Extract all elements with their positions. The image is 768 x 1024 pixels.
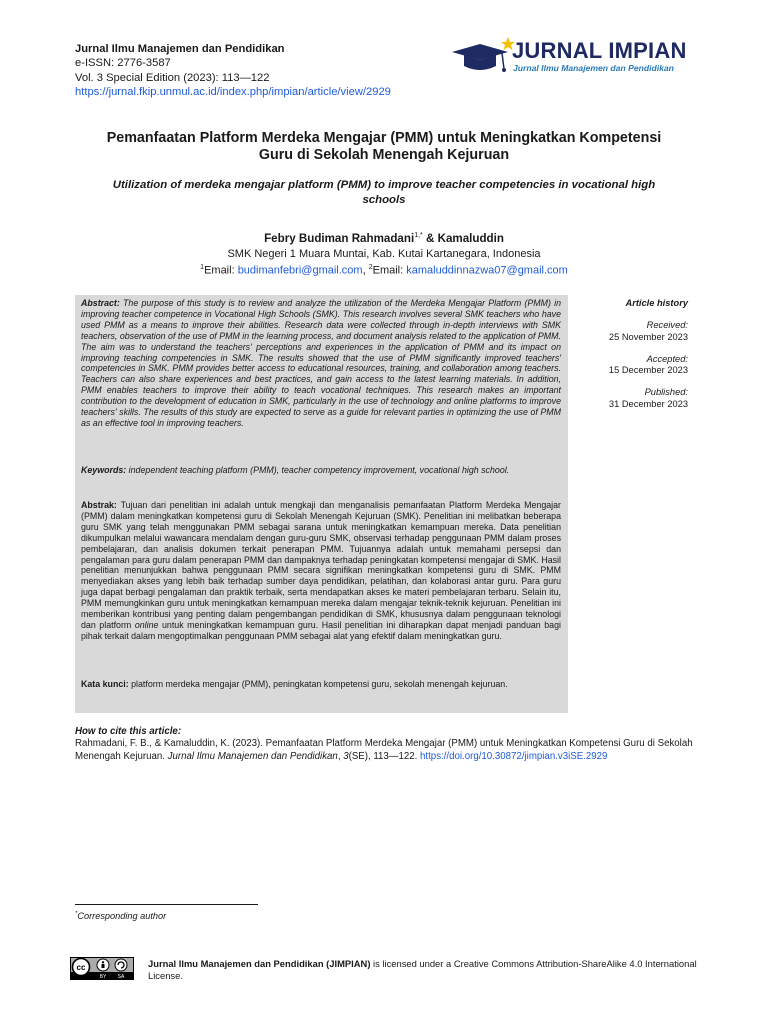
abstrak-label: Abstrak: xyxy=(81,500,117,510)
email-label: Email: xyxy=(372,264,407,277)
keywords-label: Keywords: xyxy=(81,465,127,475)
affiliation: SMK Negeri 1 Muara Muntai, Kab. Kutai Kartanegara, Indonesia xyxy=(227,248,541,260)
author-sup: 1,* xyxy=(414,232,423,240)
published-label: Published: xyxy=(644,387,688,398)
license-holder: Jurnal Ilmu Manajemen dan Pendidikan (JIMPIAN) xyxy=(148,958,371,969)
authors xyxy=(70,232,698,245)
license-text xyxy=(148,958,700,982)
license-statement: is licensed under a Creative Commons Attribution-ShareAlike 4.0 International License. xyxy=(148,958,697,981)
logo-subtitle: Jurnal Ilmu Manajemen dan Pendidikan xyxy=(513,63,674,73)
accepted-label: Accepted: xyxy=(646,353,688,364)
article-title-line: Pemanfaatan Platform Merdeka Mengajar (PMM) untuk Meningkatkan Kompetensi xyxy=(106,130,662,146)
email-label: Email: xyxy=(204,264,238,277)
graduation-cap-icon xyxy=(452,44,508,72)
citation-reference: Rahmadani, F. B., & Kamaluddin, K. (2023). Pemanfaatan Platform Merdeka Mengajar (PMM) untuk Meningkatkan Kompetensi Guru di Sekolah Menengah Kejuruan. xyxy=(75,738,693,762)
author-name: & Kamaluddin xyxy=(422,232,504,245)
article-history xyxy=(590,298,688,410)
footnote-text: Corresponding author xyxy=(77,911,167,922)
journal-issn: e-ISSN: 2776-3587 xyxy=(75,57,171,70)
keywords-text: independent teaching platform (PMM), teacher competency improvement, vocational high school. xyxy=(126,465,510,475)
abstrak-text: Tujuan dari penelitian ini adalah untuk mengkaji dan menganalisis pemanfaatan Platform Merdeka Mengajar (PMM) dalam meningkatkan kompetensi guru di Sekolah Menengah Kejuruan (SMK). Penelitian ini melibatkan beberapa guru SMK yang telah menggunakan PMM sebagai sarana untuk meningkatkan kemampuan mereka. Data penelitian dikumpulkan melalui wawancara mendalam dengan guru-guru SMK, observasi terhadap penggunaan PMM dalam proses pembelajaran, dan analisis dokumen terkait penerapan PMM. Tujuannya adalah untuk memahami persepsi dan pengalaman para guru dalam penerapan PMM dan dampaknya terhadap peningkatan kompetensi mengajar di SMK. Hasil penelitian menunjukkan bahwa penggunaan PMM secara signifikan meningkatkan kompetensi guru di SMK. PMM menyediakan akses yang lebih baik terhadap sumber daya pendidikan, pelatihan, dan kolaborasi antar guru. Para guru juga dapat berbagi pengalaman dan praktik terbaik, serta mendapatkan akses ke materi pembelajaran terbaru. Selain itu, PMM memungkinkan guru untuk meningkatkan kemampuan mereka dalam mengajar teknik-teknik kejuruan. Penelitian ini memberikan kontribusi yang penting dalam pengembangan pendidikan di SMK, khususnya dalam penggunaan teknologi dan platform xyxy=(81,500,561,630)
abstrak-text: untuk meningkatkan kemampuan guru. Hasil penelitian ini diharapkan dapat menjadi panduan bagi pihak terkait dalam mengoptimalkan penggunaan PMM sebagai alat yang efektif dalam meningkatkan guru. xyxy=(81,619,561,641)
article-subtitle-line: Utilization of merdeka mengajar platform (PMM) to improve teacher competencies in vocational high xyxy=(112,179,656,191)
article-title xyxy=(70,130,698,164)
abstract-text: The purpose of this study is to review and analyze the utilization of the Merdeka Mengajar Platform (PMM) in improving teacher competence in Vocational High Schools (SMK). This research involves several SMK teachers who have used PMM as a means to improve their abilities. Research data were collected through in-depth interviews with SMK teachers, observation of the use of PMM in the learning process, and document analysis related to the application of PMM. The aim was to understand the teachers' perceptions and experiences in the application of PMM and its impact on improving teaching competencies in SMK. The results showed that the use of PMM significantly improved teachers' competencies in SMK. PMM provides better access to educational resources, training, and collaboration among teachers. Teachers can also share experiences and best practices, and gain access to the latest learning materials. In addition, PMM enables teachers to improve their ability to teach vocational techniques. This research makes an important contribution to the development of education in SMK, particularly in the use of technology and online platforms to improve teachers' skills. The results of this study are expected to serve as a guide for relevant parties in optimizing the use of PMM as an effective tool in improving teachers. xyxy=(81,298,561,428)
citation-title: How to cite this article: xyxy=(75,726,182,737)
affiliation-block xyxy=(70,248,698,278)
email-sup: 1 xyxy=(200,264,205,271)
history-title: Article history xyxy=(625,298,688,308)
emails xyxy=(70,261,698,278)
footnote-sup: * xyxy=(75,911,78,917)
article-subtitle xyxy=(70,178,698,208)
logo-title: JURNAL IMPIAN xyxy=(512,38,687,63)
journal-volume: Vol. 3 Special Edition (2023): 113—122 xyxy=(75,71,270,84)
published-date: 31 December 2023 xyxy=(608,398,688,409)
email-sup: 2 xyxy=(368,264,373,271)
sa-share-icon xyxy=(115,959,127,971)
author-name: Febry Budiman Rahmadani xyxy=(264,232,415,245)
cc-by-label: BY xyxy=(99,974,107,980)
footnote xyxy=(75,911,166,921)
cc-by-sa-badge[interactable] xyxy=(70,957,134,980)
abstract-english xyxy=(81,298,561,429)
keywords-indonesian xyxy=(81,679,561,690)
accepted-date: 15 December 2023 xyxy=(608,365,688,376)
cc-mark: cc xyxy=(76,963,86,972)
article-subtitle-line: schools xyxy=(362,194,406,206)
citation-separator: , xyxy=(337,750,344,762)
footnote-divider xyxy=(75,904,258,905)
journal-header xyxy=(75,42,455,100)
keywords-english xyxy=(81,465,561,476)
kata-kunci-text: platform merdeka mengajar (PMM), peningkatan kompetensi guru, sekolah menengah kejuruan. xyxy=(128,679,508,689)
abstract-indonesian xyxy=(81,500,561,642)
email-link[interactable]: kamaluddinnazwa07@gmail.com xyxy=(406,264,568,277)
received-date: 25 November 2023 xyxy=(608,331,688,342)
journal-name: Jurnal Ilmu Manajemen dan Pendidikan xyxy=(75,43,285,55)
article-url-link[interactable]: https://jurnal.fkip.unmul.ac.id/index.php/impian/article/view/2929 xyxy=(75,86,391,99)
article-title-line: Guru di Sekolah Menengah Kejuruan xyxy=(258,147,510,163)
abstract-label: Abstract: xyxy=(81,298,120,308)
abstrak-italic: online xyxy=(134,619,159,630)
citation-text xyxy=(75,738,700,763)
email-link[interactable]: budimanfebri@gmail.com xyxy=(237,264,363,277)
email-separator: , xyxy=(362,264,369,277)
cc-sa-label: SA xyxy=(117,974,125,980)
received-label: Received: xyxy=(646,320,688,331)
citation-block xyxy=(75,726,700,763)
citation-journal: Jurnal Ilmu Manajemen dan Pendidikan xyxy=(167,750,338,762)
citation-volume: 3 xyxy=(343,750,349,762)
kata-kunci-label: Kata kunci: xyxy=(81,679,129,689)
citation-pages: (SE), 113—122. xyxy=(348,750,421,762)
doi-link[interactable]: https://doi.org/10.30872/jimpian.v3iSE.2929 xyxy=(420,750,608,762)
